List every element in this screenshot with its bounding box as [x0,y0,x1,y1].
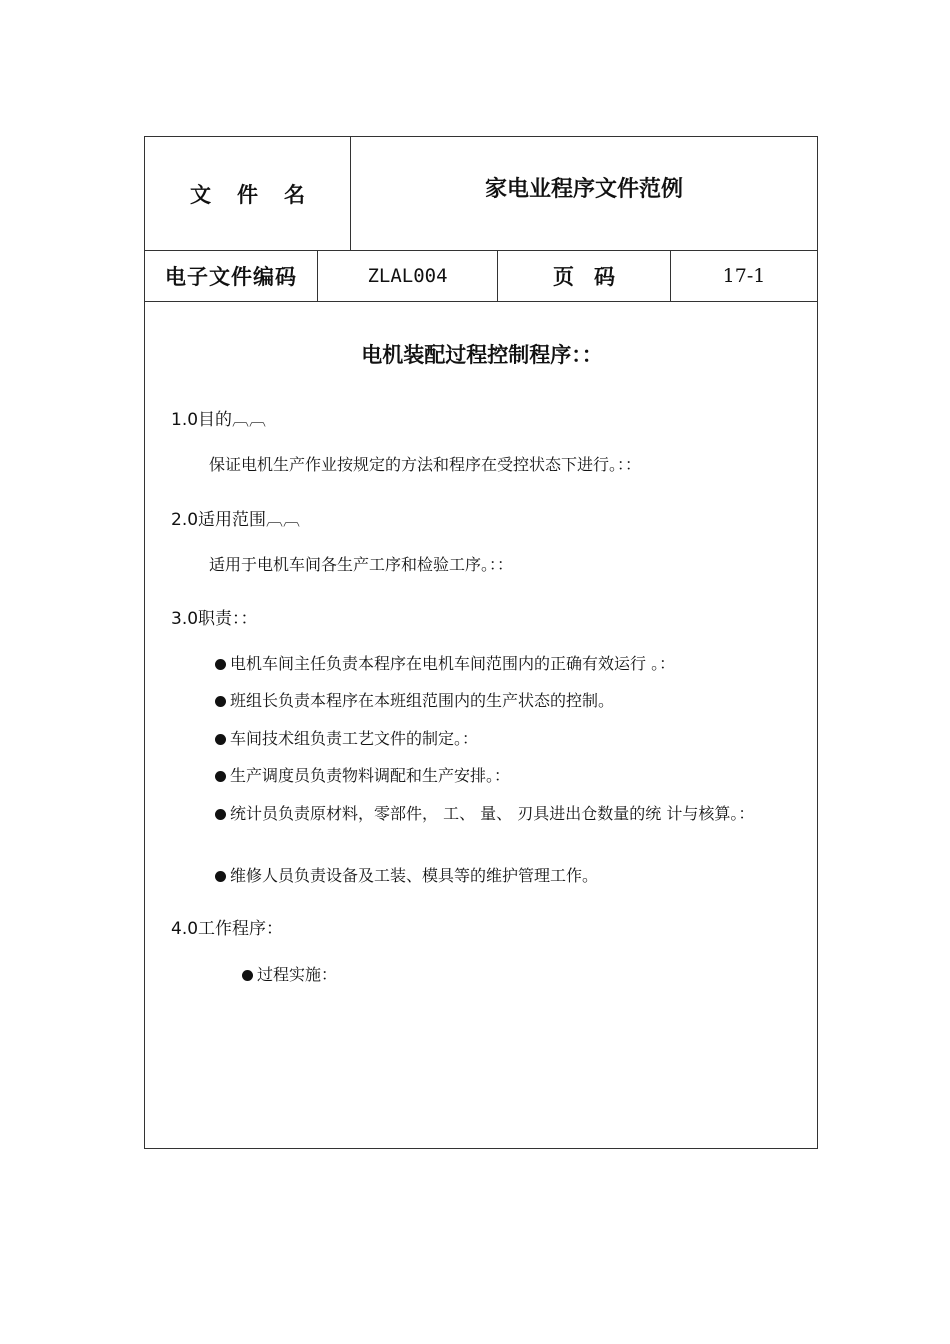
file-name-label-cell [145,137,350,250]
bullet-icon [215,871,226,882]
document-title: 电机装配过程控制程序：： [361,343,603,367]
file-name-label: 文件名 [190,182,331,207]
list-item [215,864,598,888]
code-label: 电子文件编码 [165,265,297,289]
bullet-icon [215,659,226,670]
list-item-text: 统计员负责原材料，零部件， 工、 量、 刃具进出仓数量的统 计与核算。： [230,804,755,823]
bullet-icon [242,970,253,981]
file-name-value: 家电业程序文件范例 [484,176,683,202]
list-item [215,689,614,713]
page-value: 17-1 [722,265,766,287]
list-item-text: 车间技术组负责工艺文件的制定。： [230,729,479,748]
list-item-text: 班组长负责本程序在本班组范围内的生产状态的控制。 [230,691,615,710]
list-item-text: 电机车间主任负责本程序在电机车间范围内的正确有效运行 。： [230,654,676,673]
section-purpose-title: 1.0目的︹︹ [171,410,267,430]
list-item [215,764,510,788]
list-item-text: 生产调度员负责物料调配和生产安排。： [230,766,511,785]
list-item [242,963,337,987]
list-item-text: 维修人员负责设备及工装、模具等的维护管理工作。 [230,866,599,885]
list-item [215,802,775,826]
section-procedure-title: 4.0工作程序： [171,919,284,939]
code-value-cell [318,251,497,301]
section-purpose-text: 保证电机生产作业按规定的方法和程序在受控状态下进行。：： [209,455,642,474]
code-value: ZLAL004 [367,265,448,287]
bullet-icon [215,734,226,745]
list-item [215,727,478,751]
bullet-icon [215,696,226,707]
divider [145,301,817,302]
bullet-icon [215,771,226,782]
code-label-cell [145,251,317,301]
page-label: 页码 [553,265,635,289]
document-frame [144,136,818,1149]
file-name-value-cell [351,137,817,237]
list-item-text: 过程实施： [257,965,338,984]
section-duties-title: 3.0职责：： [171,609,258,629]
bullet-icon [215,809,226,820]
section-scope-title: 2.0适用范围︹︹ [171,510,301,530]
section-scope-text: 适用于电机车间各生产工序和检验工序。：： [209,555,514,574]
list-item [215,652,675,676]
page-label-cell [498,251,670,301]
page-value-cell [671,251,817,301]
